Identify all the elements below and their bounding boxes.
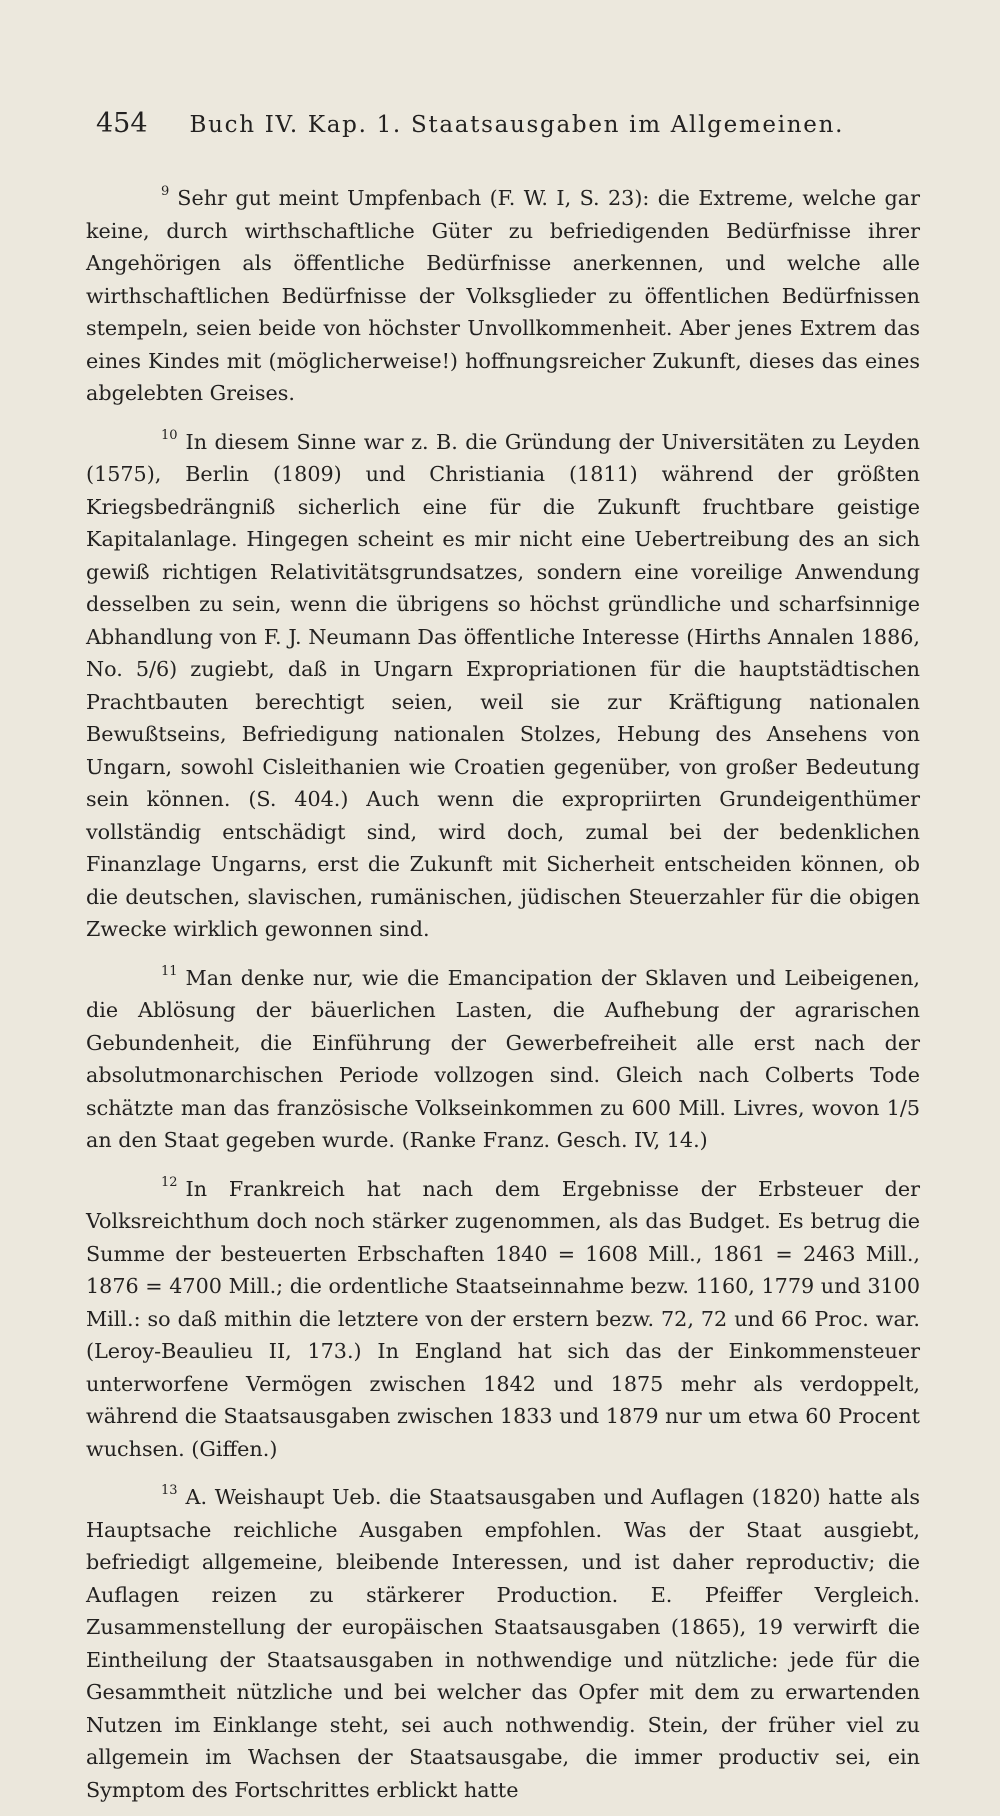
footnote-12 <box>86 1167 920 1466</box>
footnote-marker: 12 <box>161 1174 178 1190</box>
footnote-text: A. Weishaupt Ueb. die Staatsausgaben und Auflagen (1820) hatte als Hauptsache reichliche Ausgaben empfohlen. Was der Staat ausgiebt, befriedigt allgemeine, bleibende Interessen, und ist daher reproductiv; die Auflagen reizen zu stärkerer Production. E. Pfeiffer Vergleich. Zusammenstellung der europäischen Staatsausgaben (1865), 19 verwirft die Eintheilung der Staatsausgaben in nothwendige und nützliche: jede für die Gesammtheit nützliche und bei welcher das Opfer mit dem zu erwartenden Nutzen im Einklange steht, sei auch nothwendig. Stein, der früher viel zu allgemein im Wachsen der Staatsausgabe, die immer productiv sei, ein Symptom des Fortschrittes erblickt hatte <box>86 1485 920 1802</box>
footnote-marker: 11 <box>161 963 178 979</box>
footnote-text: Sehr gut meint Umpfenbach (F. W. I, S. 23): die Extreme, welche gar keine, durch wirthschaftliche Güter zu befriedigenden Bedürfnisse ihrer Angehörigen als öffentliche Bedürfnisse anerkennen, und welche alle wirthschaftlichen Bedürfnisse der Volksglieder zu öffentlichen Bedürfnissen stempeln, seien beide von höchster Unvollkommenheit. Aber jenes Extrem das eines Kindes mit (möglicherweise!) hoffnungsreicher Zukunft, dieses das eines abgelebten Greises. <box>86 186 920 405</box>
running-head <box>96 108 896 152</box>
footnote-marker: 10 <box>161 427 178 443</box>
footnote-marker: 9 <box>161 184 170 199</box>
footnote-13 <box>86 1475 920 1806</box>
footnote-text: Man denke nur, wie die Emancipation der Sklaven und Leibeigenen, die Ablösung der bäuerlichen Lasten, die Aufhebung der agrarischen Gebundenheit, die Einführung der Gewerbefreiheit alle erst nach der absolutmonarchischen Periode vollzogen sind. Gleich nach Colberts Tode schätzte man das französische Volkseinkommen zu 600 Mill. Livres, wovon 1/5 an den Staat gegeben wurde. (Ranke Franz. Gesch. IV, 14.) <box>86 965 920 1152</box>
footnote-9 <box>86 176 920 410</box>
footnote-10 <box>86 420 920 946</box>
footnote-text: In Frankreich hat nach dem Ergebnisse der Erbsteuer der Volksreichthum doch noch stärker zugenommen, als das Budget. Es betrug die Summe der besteuerten Erbschaften 1840 = 1608 Mill., 1861 = 2463 Mill., 1876 = 4700 Mill.; die ordentliche Staatseinnahme bezw. 1160, 1779 und 3100 Mill.: so daß mithin die letztere von der erstern bezw. 72, 72 und 66 Proc. war. (Leroy-Beaulieu II, 173.) In England hat sich das der Einkommensteuer unterworfene Vermögen zwischen 1842 und 1875 mehr als verdoppelt, während die Staatsausgaben zwischen 1833 und 1879 nur um etwa 60 Procent wuchsen. (Giffen.) <box>86 1176 920 1461</box>
footnote-marker: 13 <box>161 1483 178 1498</box>
footnote-11 <box>86 956 920 1157</box>
page-number: 454 <box>96 108 148 139</box>
footnotes <box>86 176 920 1816</box>
footnote-text: In diesem Sinne war z. B. die Gründung der Universitäten zu Leyden (1575), Berlin (1809) und Christiania (1811) während der größten Kriegsbedrängniß sicherlich eine für die Zukunft fruchtbare geistige Kapitalanlage. Hingegen scheint es mir nicht eine Uebertreibung des an sich gewiß richtigen Relativitätsgrundsatzes, sondern eine voreilige Anwendung desselben zu sein, wenn die übrigens so höchst gründliche und scharfsinnige Abhandlung von F. J. Neumann Das öffentliche Interesse (Hirths Annalen 1886, No. 5/6) zugiebt, daß in Ungarn Expropriationen für die hauptstädtischen Prachtbauten berechtigt seien, weil sie zur Kräftigung nationalen Bewußtseins, Befriedigung nationalen Stolzes, Hebung des Ansehens von Ungarn, sowohl Cisleithanien wie Croatien gegenüber, von großer Bedeutung sein können. (S. 404.) Auch wenn die expropriirten Grundeigenthümer vollständig entschädigt sind, wird doch, zumal bei der bedenklichen Finanzlage Ungarns, erst die Zukunft mit Sicherheit entscheiden können, ob die deutschen, slavischen, rumänischen, jüdischen Steuerzahler für die obigen Zwecke wirklich gewonnen sind. <box>86 429 920 941</box>
running-head-title: Buch IV. Kap. 1. Staatsausgaben im Allgemeinen. <box>189 112 845 138</box>
